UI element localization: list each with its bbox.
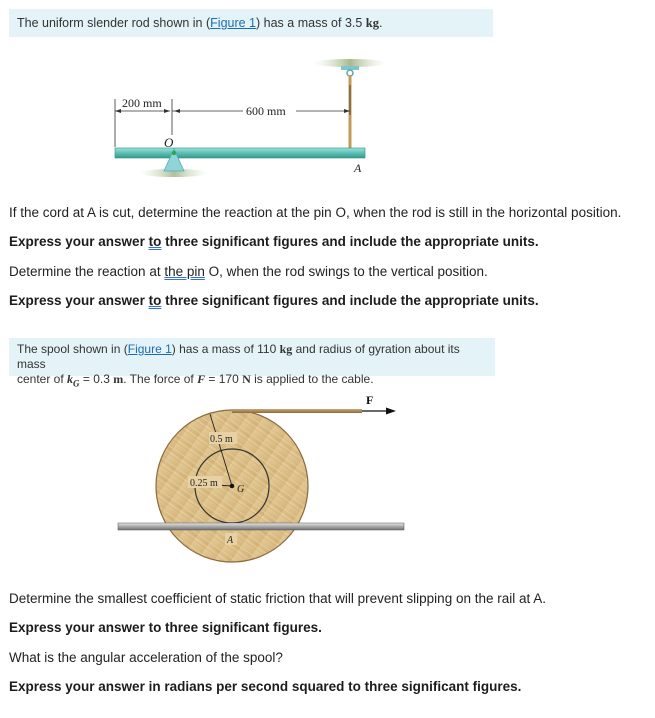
problem2-intro-line1 — [17, 342, 487, 372]
label-outer-radius: 0.5 m — [210, 434, 233, 445]
label-g: G — [237, 484, 245, 495]
k-subscript: G — [73, 378, 80, 389]
dim-arrow-3 — [174, 109, 180, 113]
p2-line2-pre: center of — [17, 372, 68, 386]
p2-intro-pre: The spool shown in ( — [17, 342, 128, 356]
instruction1-pre: Express your answer — [9, 234, 149, 249]
question2-post: O, when the rod swings to the vertical position. — [204, 264, 488, 279]
instruction2-pre: Express your answer — [9, 293, 149, 308]
p2-line2-mid3: = 170 — [205, 372, 243, 386]
problem1-intro-pre: The uniform slender rod shown in ( — [17, 16, 211, 30]
dim-label-left: 200 mm — [122, 96, 162, 110]
problem1-instruction1 — [9, 234, 539, 249]
label-a-spool: A — [227, 535, 234, 546]
problem2-figure-link[interactable]: Figure 1 — [127, 342, 172, 356]
ceiling-bracket — [341, 66, 359, 76]
p2-line2-post: is applied to the cable. — [250, 372, 374, 386]
problem2-intro — [9, 338, 495, 389]
problem2-instruction1: Express your answer to three significant figures. — [9, 620, 322, 635]
label-f: F — [366, 393, 374, 407]
center-g — [230, 484, 235, 489]
problem1-instruction2 — [9, 293, 539, 308]
k-symbol: k — [67, 372, 74, 386]
m-unit: m — [113, 372, 124, 386]
problem1-intro-post: . — [379, 16, 383, 30]
n-unit: N — [242, 372, 251, 386]
cable — [232, 409, 362, 413]
rod — [115, 148, 365, 158]
problem1-question2 — [9, 264, 488, 279]
question2-pre: Determine the reaction at — [9, 264, 165, 279]
question2-link[interactable]: the pin — [164, 264, 205, 279]
instruction2-link[interactable]: to — [148, 293, 162, 308]
label-inner-radius: 0.25 m — [190, 478, 218, 489]
p2-mass-unit: kg — [279, 342, 293, 356]
problem1-intro-mid: ) has a mass of 3.5 — [256, 16, 366, 30]
problem2-question2: What is the angular acceleration of the spool? — [9, 650, 283, 665]
instruction1-post: three significant figures and include the appropriate units. — [161, 234, 539, 249]
problem2-intro-line2 — [17, 372, 487, 391]
dim-label-right: 600 mm — [246, 104, 286, 118]
problem1-intro — [9, 9, 493, 37]
dim-arrow-2 — [164, 109, 170, 113]
label-a: A — [354, 161, 362, 175]
label-o: O — [164, 135, 174, 150]
problem1-mass-unit: kg — [365, 16, 379, 30]
p2-line2-mid: = 0.3 — [79, 372, 114, 386]
f-symbol: F — [197, 372, 206, 386]
problem1-question1: If the cord at A is cut, determine the reaction at the pin O, when the rod is still in the horizontal position. — [9, 205, 622, 220]
force-arrow-head — [386, 408, 396, 415]
ceiling-support — [314, 59, 386, 67]
pin-o — [172, 151, 176, 155]
problem2-question1: Determine the smallest coefficient of static friction that will prevent slipping on the rail at A. — [9, 591, 547, 606]
problem1-figure-link[interactable]: Figure 1 — [210, 16, 257, 30]
rail — [118, 523, 404, 530]
p2-intro-mid2: and radius of gyration about its mass — [17, 342, 460, 371]
instruction2-post: three significant figures and include the appropriate units. — [161, 293, 539, 308]
problem2-instruction2: Express your answer in radians per second squared to three significant figures. — [9, 679, 522, 694]
rod-figure — [100, 55, 400, 185]
p2-line2-mid2: . The force of — [123, 372, 198, 386]
instruction1-link[interactable]: to — [148, 234, 162, 249]
spool-figure — [110, 392, 410, 582]
p2-intro-mid: ) has a mass of 110 — [171, 342, 280, 356]
dim-arrow-1 — [115, 109, 121, 113]
